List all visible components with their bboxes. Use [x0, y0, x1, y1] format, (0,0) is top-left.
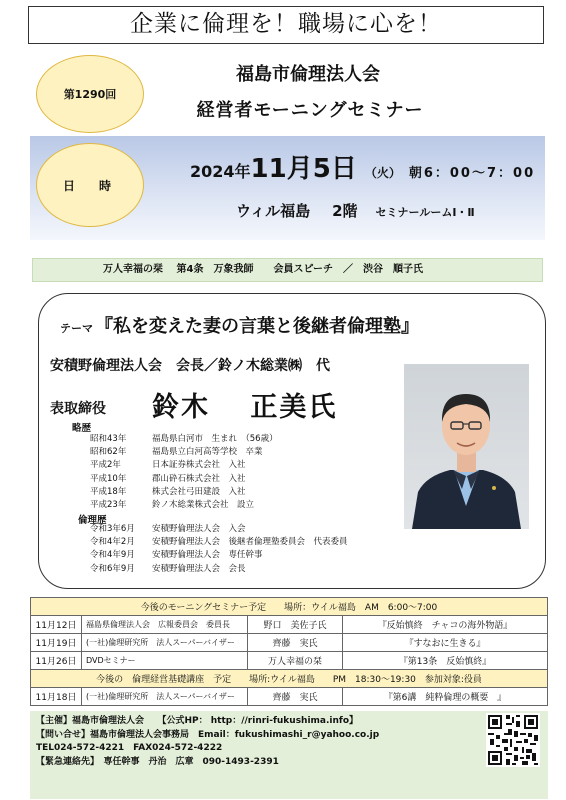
ethics-item: 令和3年6月 安積野倫理法人会 入会	[90, 524, 246, 534]
date-label-badge	[36, 143, 144, 227]
footer-inquiry: 【問い合せ】福島市倫理法人会事務局 Email：fukushimashi_r@yahoo.co.jp	[36, 729, 380, 740]
row-date: 11月18日	[31, 688, 82, 706]
seminar-title: 経営者モーニングセミナー	[196, 100, 424, 121]
table-row	[31, 634, 548, 652]
row-org: 福島県倫理法人会 広報委員会 委員長	[82, 616, 248, 634]
venue-name: ウィル福島	[236, 202, 311, 220]
career-item: 平成18年 株式会社弓田建設 入社	[90, 486, 246, 497]
theme-label: テーマ	[60, 322, 93, 335]
course-header: 今後の 倫理経営基礎講座 予定 場所:ウイル福島 PM 18:30～19:30 参加対象:役員	[31, 670, 548, 688]
row-org: (一社)倫理研究所 法人スーパーバイザー	[82, 634, 248, 652]
row-date: 11月19日	[31, 634, 82, 652]
course-header-row	[31, 670, 548, 688]
speaker-name: 鈴木 正美氏	[152, 392, 338, 423]
speaker-affiliation: 安積野倫理法人会 会長／鈴ノ木総業㈱ 代	[50, 358, 330, 374]
slogan-banner: 企業に倫理を！職場に心を！	[28, 6, 544, 44]
career-item: 昭和62年 福島県立白河高等学校 卒業	[90, 447, 263, 458]
ethics-list	[90, 523, 348, 576]
schedule-header-row	[31, 598, 548, 616]
contact-footer	[30, 711, 548, 799]
venue-floor: 2階	[332, 202, 358, 220]
row-person: 齊藤 実氏	[248, 634, 343, 652]
member-speech-bar: 万人幸福の栞 第4条 万象我師 会員スピーチ ／ 渋谷 順子氏	[32, 258, 543, 282]
speaker-role: 表取締役	[50, 401, 106, 417]
row-person: 野口 美佐子氏	[248, 616, 343, 634]
event-month-day: 11月5日	[250, 154, 357, 184]
table-row	[31, 652, 548, 670]
row-person: 齊藤 実氏	[248, 688, 343, 706]
row-date: 11月26日	[31, 652, 82, 670]
row-title: 『第13条 反始慎終』	[343, 652, 548, 670]
table-row	[31, 616, 548, 634]
footer-organizer: 【主催】福島市倫理法人会 【公式HP： http：//rinri-fukushima.info】	[36, 716, 359, 726]
event-date	[190, 148, 535, 185]
footer-phone: TEL024-572-4221 FAX024-572-4222	[36, 743, 223, 753]
row-title: 『反始慎終 チャコの海外物語』	[343, 616, 548, 634]
footer-emergency: 【緊急連絡先】 専任幹事 丹治 広章 090-1493-2391	[36, 756, 279, 767]
row-title: 『すなおに生きる』	[343, 634, 548, 652]
ethics-item: 令和4年2月 安積野倫理法人会 後継者倫理塾委員会 代表委員	[90, 537, 348, 548]
career-item: 平成10年 郡山砕石株式会社 入社	[90, 473, 246, 484]
event-weekday: （火）	[364, 166, 401, 180]
career-item: 平成2年 日本証券株式会社 入社	[90, 460, 246, 471]
ethics-label: 倫理歴	[78, 515, 107, 526]
row-org: DVDセミナー	[82, 652, 248, 670]
theme-title: 『私を変えた妻の言葉と後継者倫理塾』	[95, 316, 419, 337]
speaker-photo	[404, 364, 529, 529]
career-item: 平成23年 鈴ノ木総業株式会社 設立	[90, 500, 255, 511]
ethics-item: 令和6年9月 安積野倫理法人会 会長	[90, 563, 246, 574]
career-list	[90, 433, 278, 512]
row-date: 11月12日	[31, 616, 82, 634]
qr-code-icon[interactable]	[486, 713, 540, 767]
career-label: 略歴	[72, 423, 92, 434]
theme	[60, 312, 419, 338]
event-time: 朝6：00～7：00	[408, 166, 536, 181]
row-title: 『第6講 純粋倫理の概要 』	[343, 688, 548, 706]
ethics-item: 令和4年9月 安積野倫理法人会 専任幹事	[90, 550, 263, 561]
seminar-number-badge	[36, 55, 144, 133]
event-venue	[236, 200, 475, 221]
seminar-number: 第1290回	[63, 88, 117, 101]
venue-room: セミナールームⅠ・Ⅱ	[375, 206, 475, 219]
date-label: 日 時	[62, 178, 117, 193]
schedule-header: 今後のモーニングセミナー予定 場所：ウイル福島 AM 6:00～7:00	[31, 598, 548, 616]
row-person: 万人幸福の栞	[248, 652, 343, 670]
row-org: (一社)倫理研究所 法人スーパーバイザー	[82, 688, 248, 706]
schedule-table	[30, 597, 548, 706]
table-row	[31, 688, 548, 706]
event-year: 2024年	[190, 162, 251, 181]
career-item: 昭和43年 福島県白河市 生まれ （56歳）	[90, 434, 278, 444]
organizer-name: 福島市倫理法人会	[236, 64, 380, 85]
